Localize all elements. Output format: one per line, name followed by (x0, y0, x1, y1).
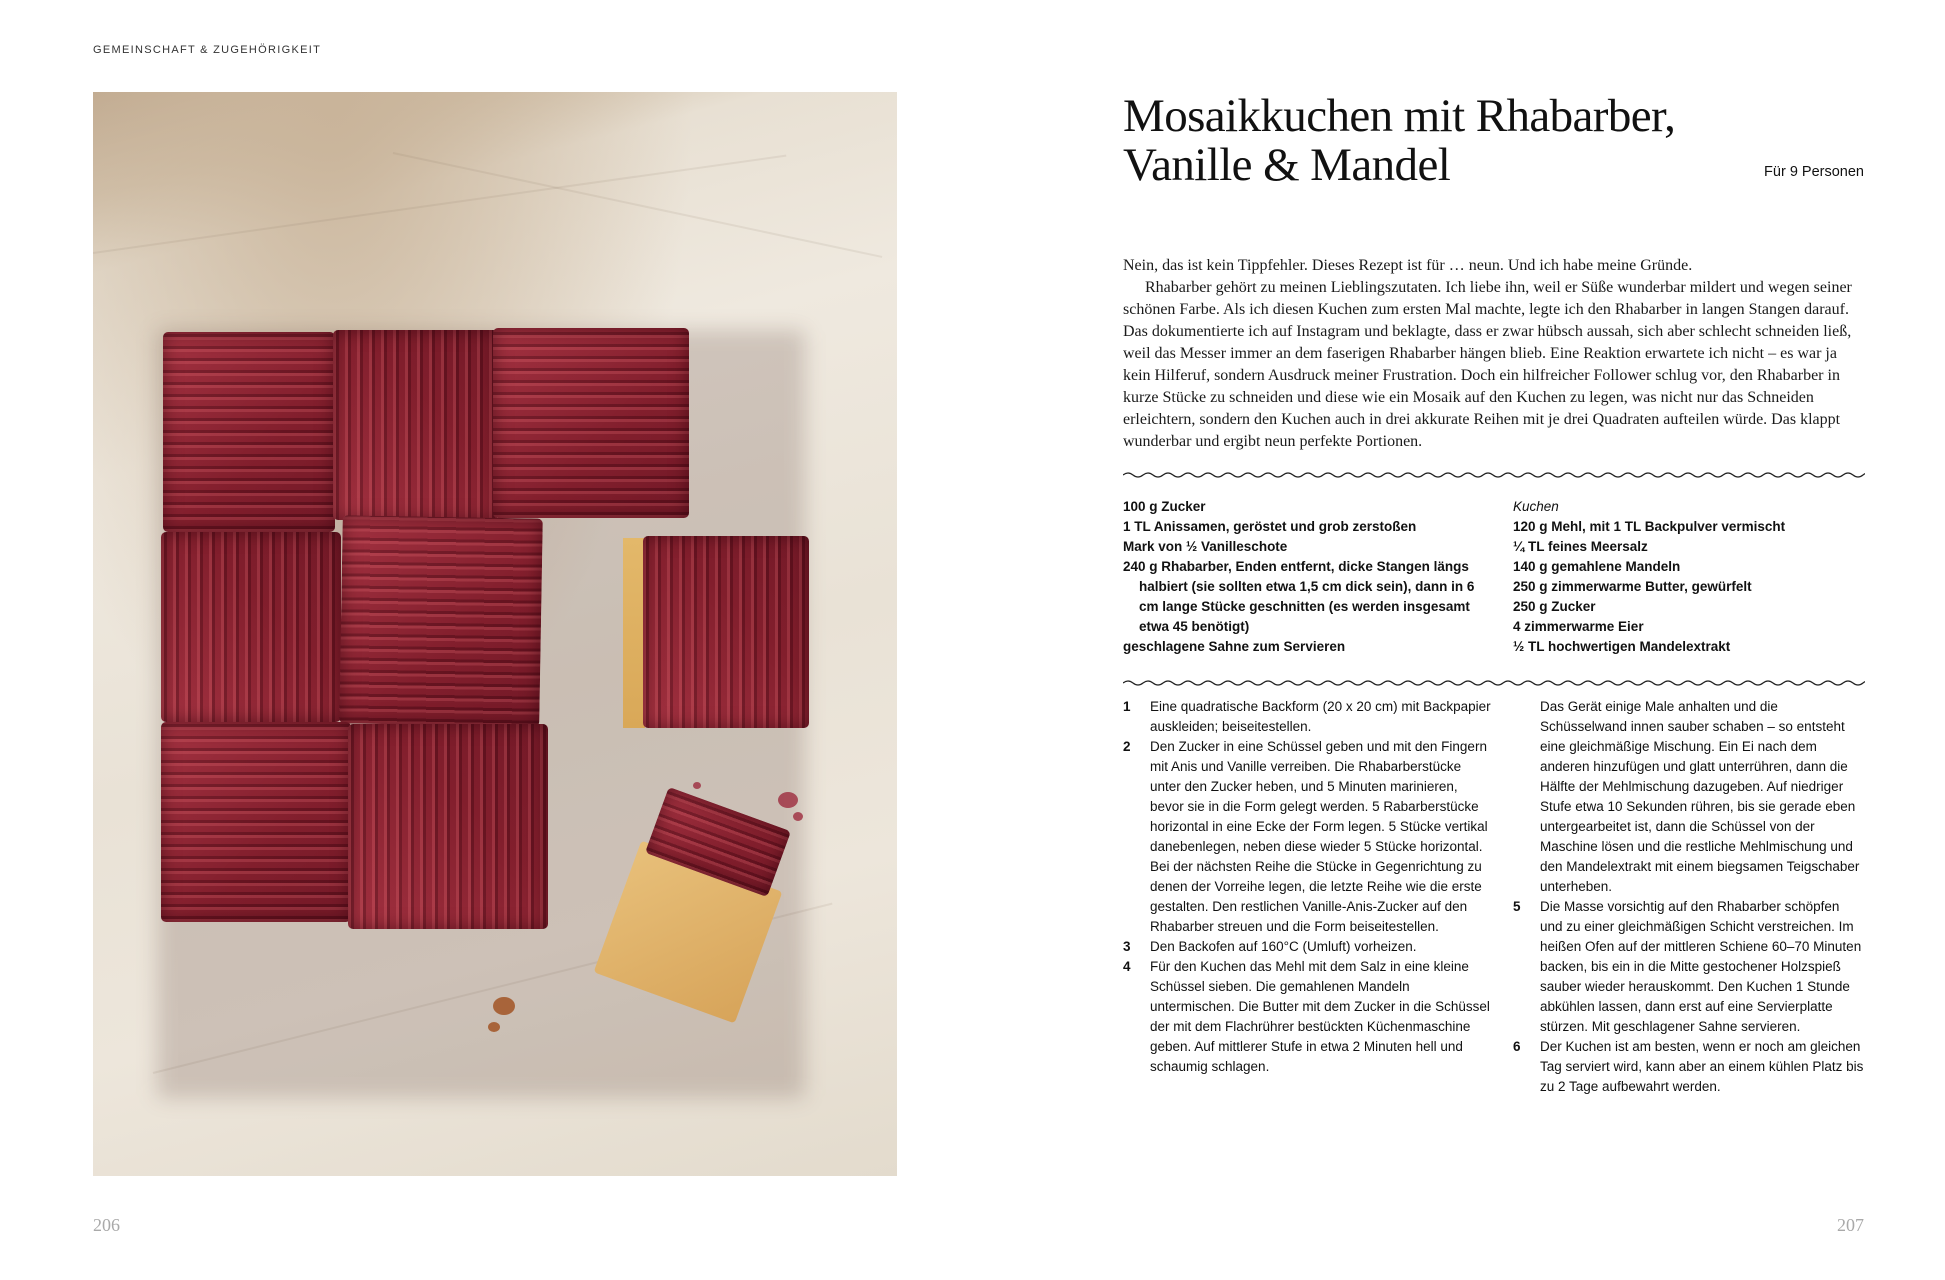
wavy-divider (1123, 678, 1865, 688)
ingredient-item: 250 g zimmerwarme Butter, gewürfelt (1513, 579, 1752, 594)
running-head: GEMEINSCHAFT & ZUGEHÖRIGKEIT (93, 44, 322, 56)
cake-slice-crumb (623, 538, 645, 728)
step-number: 1 (1123, 699, 1131, 714)
step-number: 6 (1513, 1039, 1521, 1054)
page-number-right: 207 (1837, 1215, 1864, 1235)
ingredient-item: ¼ TL feines Meersalz (1513, 539, 1648, 554)
paper-crease (93, 155, 786, 254)
cake-tile (348, 724, 548, 929)
cake-slice (643, 536, 809, 728)
juice-drop (793, 812, 803, 821)
step-text: Das Gerät einige Male anhalten und die Schüsselwand innen sauber schaben – so entsteht eine gleichmäßige Mischung. Ein Ei nach dem anderen hinzufügen und glatt unterrühren, dann die Hälfte der Mehlmischung dazugeben. Auf niedriger Stufe etwa 10 Sekunden rühren, bis sie gerade eben untergearbeitet ist, dann die Schüssel von der Maschine lösen und die restliche Mehlmischung und den Mandelextrakt mit einem biegsamen Teigschaber unterheben. (1540, 699, 1860, 894)
crumb (488, 1022, 500, 1032)
juice-drop (693, 782, 701, 789)
ingredient-item: 4 zimmerwarme Eier (1513, 619, 1644, 634)
method-steps-left (1123, 697, 1493, 1077)
juice-drop (778, 792, 798, 808)
ingredient-item: 240 g Rhabarber, Enden entfernt, dicke Stangen längs halbiert (sie sollten etwa 1,5 cm dick sein), dann in 6 cm lange Stücke geschnitten (es werden insgesamt etwa 45 benötigt) (1123, 559, 1475, 634)
paper-crease (393, 152, 882, 258)
crumb (493, 997, 515, 1015)
method-step (1123, 957, 1493, 1077)
step-number: 2 (1123, 739, 1131, 754)
ingredient-item: 140 g gemahlene Mandeln (1513, 559, 1681, 574)
intro-text (1123, 255, 1865, 453)
cake-tile (161, 722, 351, 922)
intro-paragraph: Rhabarber gehört zu meinen Lieblingszutaten. Ich liebe ihn, weil er Süße wunderbar mildert und wegen seiner schönen Farbe. Als ich diesen Kuchen zum ersten Mal machte, legte ich den Rhabarber in langen Stangen darauf. Das dokumentierte ich auf Instagram und beklagte, dass er zwar hübsch aussah, sich aber schlecht schneiden ließ, weil das Messer immer an dem faserigen Rhabarber hängen blieb. Eine Reaktion erwartete ich nicht – es war ja kein Hilferuf, sondern Ausdruck meiner Frustration. Doch ein hilfreicher Follower schlug vor, den Rhabarber in kurze Stücke zu schneiden und diese wie ein Mosaik auf den Kuchen zu legen, was nicht nur das Schneiden erleichtern, sondern den Kuchen auch in drei akkurate Reihen mit je drei Quadraten aufteilen würde. Das klappt wunderbar und ergibt neun perfekte Portionen. (1123, 279, 1852, 450)
recipe-title-line-2: Vanille & Mandel (1123, 139, 1451, 191)
method-step (1123, 737, 1493, 937)
ingredient-item: 120 g Mehl, mit 1 TL Backpulver vermischt (1513, 519, 1786, 534)
recipe-title-line-1: Mosaikkuchen mit Rhabarber, (1123, 90, 1676, 142)
step-text: Für den Kuchen das Mehl mit dem Salz in eine kleine Schüssel sieben. Die gemahlenen Mandeln untermischen. Die Butter mit dem Zucker in die Schüssel der mit dem Flachrührer bestückten Küchenmaschine geben. Auf mittlerer Stufe in etwa 2 Minuten hell und schaumig schlagen. (1150, 959, 1490, 1074)
method-steps-right (1513, 697, 1865, 1097)
cake-tile (339, 515, 543, 726)
recipe-title (1123, 92, 1675, 190)
step-number: 3 (1123, 939, 1131, 954)
method-step-continued (1513, 697, 1865, 897)
ingredient-item: 100 g Zucker (1123, 499, 1206, 514)
cake-tile (493, 328, 689, 518)
page-number-left: 206 (93, 1215, 120, 1235)
method-step (1513, 1037, 1865, 1097)
cake-tile (333, 330, 498, 520)
ingredient-item: Mark von ½ Vanilleschote (1123, 539, 1288, 554)
method-step (1513, 897, 1865, 1037)
wavy-divider (1123, 470, 1865, 480)
method-step (1123, 697, 1493, 737)
step-text: Die Masse vorsichtig auf den Rhabarber schöpfen und zu einer gleichmäßigen Schicht verstreichen. Im heißen Ofen auf der mittleren Schiene 60–70 Minuten backen, bis ein in die Mitte gestochener Holzspieß sauber wieder herauskommt. Den Kuchen 1 Stunde abkühlen lassen, dann erst auf eine Servierplatte stürzen. Mit geschlagener Sahne servieren. (1540, 899, 1862, 1034)
ingredients-topping (1123, 497, 1493, 657)
method-step (1123, 937, 1493, 957)
servings: Für 9 Personen (1764, 164, 1864, 180)
ingredient-item: geschlagene Sahne zum Servieren (1123, 639, 1346, 654)
intro-paragraph: Nein, das ist kein Tippfehler. Dieses Rezept ist für … neun. Und ich habe meine Gründe. (1123, 257, 1693, 274)
ingredient-item: 1 TL Anissamen, geröstet und grob zerstoßen (1123, 519, 1417, 534)
ingredient-item: ½ TL hochwertigen Mandelextrakt (1513, 639, 1731, 654)
cake-photo (93, 92, 897, 1176)
step-text: Der Kuchen ist am besten, wenn er noch am gleichen Tag serviert wird, kann aber an einem kühlen Platz bis zu 2 Tage aufbewahrt werden. (1540, 1039, 1864, 1094)
step-number: 4 (1123, 959, 1131, 974)
ingredient-item: 250 g Zucker (1513, 599, 1596, 614)
step-text: Eine quadratische Backform (20 x 20 cm) mit Backpapier auskleiden; beiseitestellen. (1150, 699, 1491, 734)
step-number: 5 (1513, 899, 1521, 914)
step-text: Den Zucker in eine Schüssel geben und mit den Fingern mit Anis und Vanille verreiben. Die Rhabarberstücke unter den Zucker heben, und 5 Minuten marinieren, bevor sie in die Form gelegt werden. 5 Rabarberstücke horizontal in eine Ecke der Form legen. 5 Stücke vertikal danebenlegen, neben diese wieder 5 Stücke horizontal. Bei der nächsten Reihe die Stücke in Gegenrichtung zu denen der Vorreihe legen, die letzte Reihe wie die erste gestalten. Den restlichen Vanille-Anis-Zucker auf den Rhabarber streuen und die Form beiseitestellen. (1150, 739, 1488, 934)
step-text: Den Backofen auf 160°C (Umluft) vorheizen. (1150, 939, 1417, 954)
ingredients-cake-heading: Kuchen (1513, 499, 1559, 514)
cake-tile (161, 532, 341, 722)
cake-tile (163, 332, 335, 532)
ingredients-cake (1513, 497, 1865, 657)
